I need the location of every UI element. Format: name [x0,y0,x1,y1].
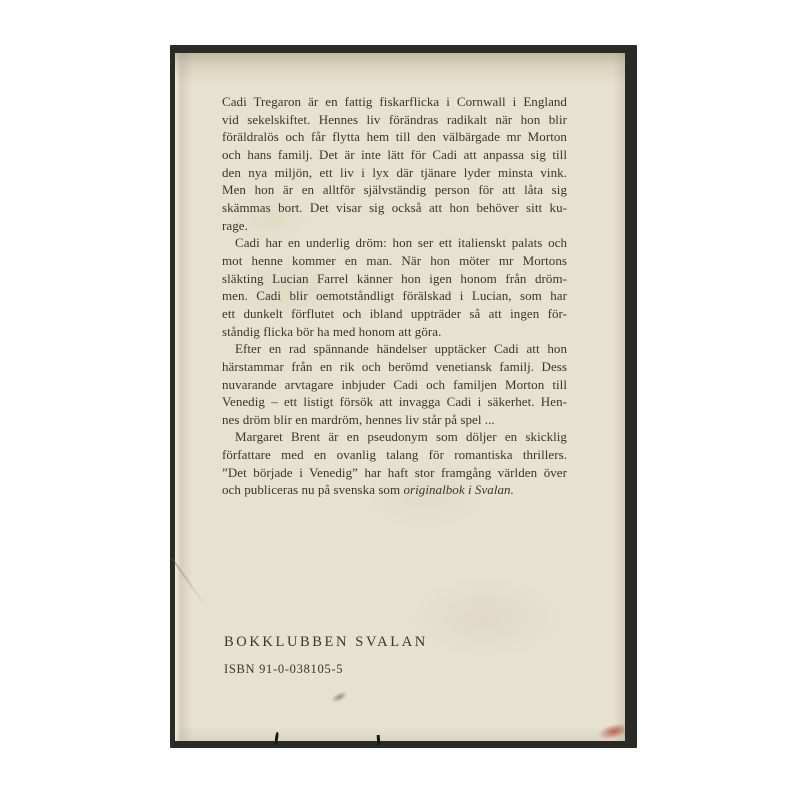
blurb-line: släkting Lucian Farrel känner hon igen honom från dröm- [222,270,567,286]
bottom-edge-nick [377,735,380,745]
blurb-line: härstammar från en rik och berömd venetiansk familj. Dess [222,358,567,374]
blurb-line: Efter en rad spännande händelser upptäcker Cadi att hon [235,341,567,357]
blurb-line: Men hon är en alltför självständig person för att låta sig [222,182,567,198]
blurb-line: och hans familj. Det är inte lätt för Cadi att anpassa sig till [222,146,567,162]
blurb-line: mot henne kommer en man. När hon möter mr Mortons [222,252,567,268]
smudge-mark [330,689,349,704]
blurb-line: nuvarande arvtagare inbjuder Cadi och familjen Morton till [222,376,567,392]
crease-line [172,558,206,606]
blurb-text [222,93,567,499]
blurb-line: Margaret Brent är en pseudonym som döljer en skicklig [235,429,567,445]
publisher-name: BOKKLUBBEN SVALAN [224,634,428,650]
blurb-line: nes dröm blir en mardröm, hennes liv står på spel ... [222,411,495,427]
blurb-line: ståndig flicka bör ha med honom att göra. [222,323,442,339]
blurb-line: och publiceras nu på svenska som originalbok i Svalan. [222,482,514,498]
blurb-line: ”Det började i Venedig” har haft stor framgång världen över [222,464,567,480]
cover-paper [175,53,625,741]
red-stain-mark [597,722,627,742]
blurb-line: Venedig – ett listigt försök att invagga Cadi i säkerhet. Hen- [222,394,567,410]
blurb-line: Cadi har en underlig dröm: hon ser ett italienskt palats och [235,235,567,251]
bottom-edge-nick [274,732,279,745]
blurb-line: författare med en ovanlig talang för romantiska thrillers. [222,447,567,463]
book-back-cover [170,45,637,748]
blurb-line: ett dunkelt förflutet och ibland uppträder så att ingen för- [222,305,567,321]
blurb-line: vid sekelskiftet. Hennes liv förändras radikalt när hon blir [222,111,567,127]
blurb-line: men. Cadi blir oemotståndligt förälskad i Lucian, som har [222,288,567,304]
blurb-line: Cadi Tregaron är en fattig fiskarflicka i Cornwall i England [222,94,567,109]
blurb-line: föräldralös och får flytta hem till den välbärgade mr Morton [222,129,567,145]
blurb-line: skämmas bort. Det visar sig också att hon behöver sitt ku- [222,199,567,215]
isbn-number: ISBN 91-0-038105-5 [224,662,344,676]
blurb-line: den nya miljön, ett liv i lyx där tjänare lyder minsta vink. [222,164,567,180]
blurb-line: rage. [222,217,248,233]
